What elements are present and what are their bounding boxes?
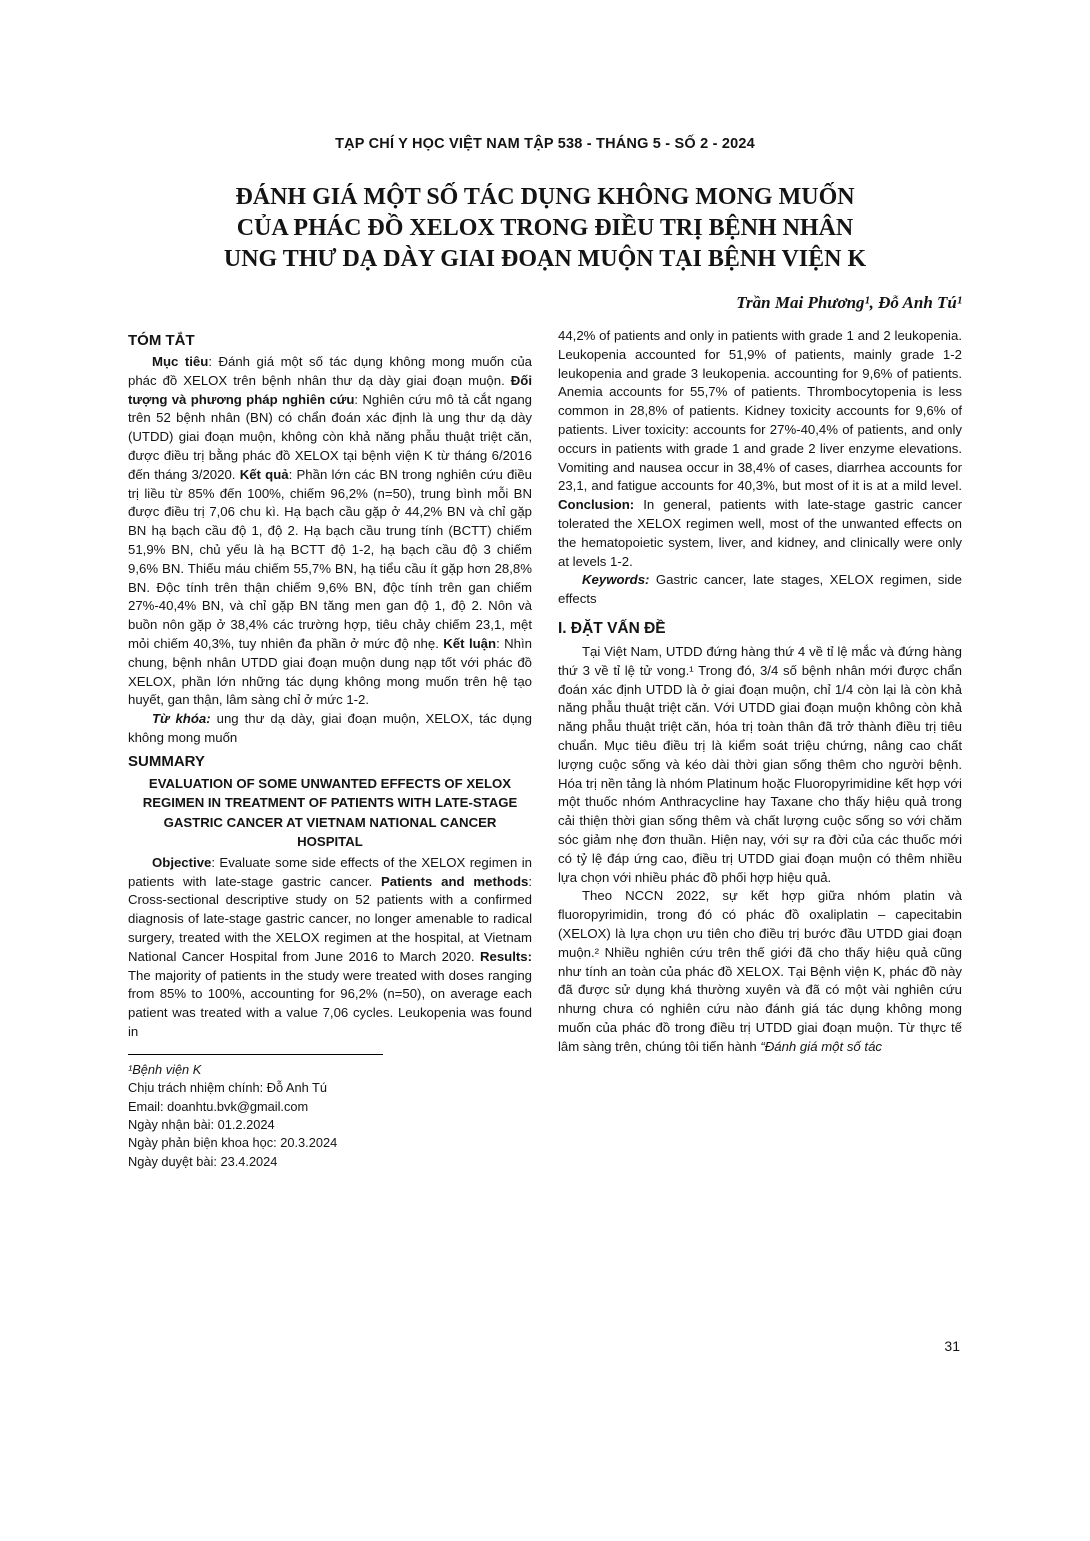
journal-running-header: TẠP CHÍ Y HỌC VIỆT NAM TẬP 538 - THÁNG 5 - SỐ 2 - 2024 bbox=[335, 136, 755, 152]
footnote-review-date: Ngày phản biện khoa học: 20.3.2024 bbox=[128, 1135, 338, 1151]
article-title-line-2: CỦA PHÁC ĐỒ XELOX TRONG ĐIỀU TRỊ BỆNH NHÂN bbox=[236, 215, 854, 241]
summary-heading: SUMMARY bbox=[128, 752, 205, 770]
abstract-continuation-paragraph: 44,2% of patients and only in patients with grade 1 and 2 leukopenia. Leukopenia accounted for 51,9% of patients, mainly grade 1-2 leukopenia and grade 3 leukopenia. accounting for 9,6% of patients. Anemia accounts for 55,7% of patients. Thrombocytopenia is less common in 28,8% of patients. Kidney toxicity accounts for 9,6% of patients. Liver toxicity: accounts for 27%-40,4% of patients, and only occurs in patients with grade 1 and grade 2 liver enzyme elevations. Vomiting and nausea occur in 38,4% of cases, diarrhea accounts for 23,1, and fatigue accounts for 40,3%, but most of it is at a mild level. Conclusion: In general, patients with late-stage gastric cancer tolerated the XELOX regimen well, most of the unwanted effects on the hematopoietic system, liver, and kidney, and clinically were only at levels 1-2. bbox=[558, 328, 962, 569]
introduction-paragraph-2: Theo NCCN 2022, sự kết hợp giữa nhóm platin và fluoropyrimidin, trong đó có phác đồ oxaliplatin – capecitabin (XELOX) là lựa chọn ưu tiên cho điều trị bước đầu UTDD giai đoạn muộn.² Nhiều nghiên cứu trên thế giới đã cho thấy hiệu quả cũng như tính an toàn của phác đồ XELOX. Tại Bệnh viện K, phác đồ này đã được sử dụng khá thường xuyên và đã có một vài nghiên cứu nhưng chưa có nghiên cứu nào đánh giá tác dụng không mong muốn của phác đồ trong điều trị UTDD giai đoạn muộn. Từ thực tế lâm sàng trên, chúng tôi tiến hành “Đánh giá một số tác bbox=[558, 888, 962, 1054]
right-column bbox=[558, 327, 962, 1171]
footnote-corresponding-author: Chịu trách nhiệm chính: Đỗ Anh Tú bbox=[128, 1080, 327, 1096]
article-title-line-3: UNG THƯ DẠ DÀY GIAI ĐOẠN MUỘN TẠI BỆNH VIỆN K bbox=[223, 246, 867, 272]
keywords-paragraph: Keywords: Gastric cancer, late stages, XELOX regimen, side effects bbox=[558, 572, 962, 607]
introduction-paragraph-1: Tại Việt Nam, UTDD đứng hàng thứ 4 về tỉ lệ mắc và đứng hàng thứ 3 về tỉ lệ tử vong.¹ Trong đó, 3/4 số bệnh nhân mới được chẩn đoán xác định UTDD là ở giai đoạn muộn, chỉ 1/4 còn lại là còn khả năng phẫu thuật triệt căn. Với UTDD giai đoạn muộn không còn khả năng phẫu thuật triệt căn, hóa trị toàn thân đã trở thành điều trị tiêu chuẩn. Mục tiêu điều trị là kiểm soát triệu chứng, nâng cao chất lượng cuộc sống và kéo dài thời gian sống thêm cho người bệnh. Hóa trị nền tảng là nhóm Platinum hoặc Fluoropyrimidine kết hợp với một thuốc nhóm Anthracycline hay Taxane cho thấy hiệu quả trong cải thiện thời gian sống thêm và chất lượng cuộc sống so với chăm sóc giảm nhẹ đơn thuần. Hiện nay, với sự ra đời của các thuốc mới có tỷ lệ đáp ứng cao, điều trị UTDD giai đoạn muộn có thêm nhiều lựa chọn với nhiều phác đồ phối hợp hiệu quả. bbox=[558, 643, 962, 885]
two-column-body bbox=[128, 327, 962, 1171]
objective-paragraph: Objective: Evaluate some side effects of the XELOX regimen in patients with late-stage gastric cancer. Patients and methods: Cross-sectional descriptive study on 52 patients with a confirmed diagnosis of late-stage gastric cancer, no longer amenable to radical surgery, treated with the XELOX regimen at the hospital, at Vietnam National Cancer Hospital from June 2016 to March 2020. Results: The majority of patients in the study were treated with doses ranging from 85% to 100%, accounting for 96,2% (n=50), on average each patient was treated with a value 7,06 cycles. Leukopenia was found in bbox=[128, 854, 533, 1039]
left-column bbox=[128, 327, 532, 1171]
summary-english-title: EVALUATION OF SOME UNWANTED EFFECTS OF XELOX REGIMEN IN TREATMENT OF PATIENTS WITH LATE-STAGE GASTRIC CANCER AT VIETNAM NATIONAL CANCER HOSPITAL bbox=[142, 775, 518, 850]
article-title-line-1: ĐÁNH GIÁ MỘT SỐ TÁC DỤNG KHÔNG MONG MUỐN bbox=[235, 184, 855, 210]
footnote-accepted-date: Ngày duyệt bài: 23.4.2024 bbox=[128, 1153, 278, 1169]
footnote-block bbox=[128, 1054, 532, 1171]
tomtat-paragraph: Mục tiêu: Đánh giá một số tác dụng không mong muốn của phác đồ XELOX trên bệnh nhân thư dạ dày giai đoạn muộn. Đối tượng và phương pháp nghiên cứu: Nghiên cứu mô tả cắt ngang trên 52 bệnh nhân (BN) có chẩn đoán xác định là ung thư dạ dày (UTDD) giai đoạn muộn, không còn khả năng phẫu thuật triệt căn, được điều trị bằng phác đồ XELOX tại bệnh viện K từ tháng 6/2016 đến tháng 3/2020. Kết quả: Phần lớn các BN trong nghiên cứu điều trị liều từ 85% đến 100%, chiếm 96,2% (n=50), trung bình mỗi BN được điều trị 7,06 chu kì. Hạ bạch cầu gặp ở 44,2% BN và chỉ gặp BN hạ bạch cầu độ 1, độ 2. Hạ bạch cầu trung tính (BCTT) chiếm 51,9% BN, chủ yếu là hạ BCTT độ 1-2, hạ bạch cầu độ 3 chiếm 9,6% BN. Thiếu máu chiếm 55,7% BN, hạ tiểu cầu ít gặp hơn 28,8% BN. Độc tính trên thận chiếm 9,6% BN, độc tính trên gan chiếm 27%-40,4% BN, và chỉ gặp BN tăng men gan độ 1, độ 2. Nôn và buồn nôn gặp ở 38,4% các trường hợp, tiêu chảy chiếm 23,1, mệt mỏi chiếm 40,3%, tuy nhiên đa phần ở mức độ nhẹ. Kết luận: Nhìn chung, bệnh nhân UTDD giai đoạn muộn dung nạp tốt với phác đồ XELOX, phần lớn những tác dụng không mong muốn trên hệ tạo huyết, gan thận, lâm sàng chỉ ở mức 1-2. bbox=[128, 354, 533, 708]
page-number: 31 bbox=[944, 1338, 960, 1354]
footnote-received-date: Ngày nhận bài: 01.2.2024 bbox=[128, 1116, 275, 1132]
footnote-email: Email: doanhtu.bvk@gmail.com bbox=[128, 1098, 309, 1114]
tomtat-heading: TÓM TẮT bbox=[128, 332, 195, 349]
authors-line: Trần Mai Phương¹, Đỗ Anh Tú¹ bbox=[736, 293, 962, 312]
footnote-divider bbox=[128, 1054, 383, 1055]
footnote-affiliation: ¹Bệnh viện K bbox=[128, 1061, 202, 1077]
section-1-heading: I. ĐẶT VẤN ĐỀ bbox=[558, 619, 666, 637]
article-title bbox=[128, 182, 962, 275]
tukhoa-paragraph: Từ khóa: ung thư dạ dày, giai đoạn muộn, XELOX, tác dụng không mong muốn bbox=[128, 711, 532, 745]
